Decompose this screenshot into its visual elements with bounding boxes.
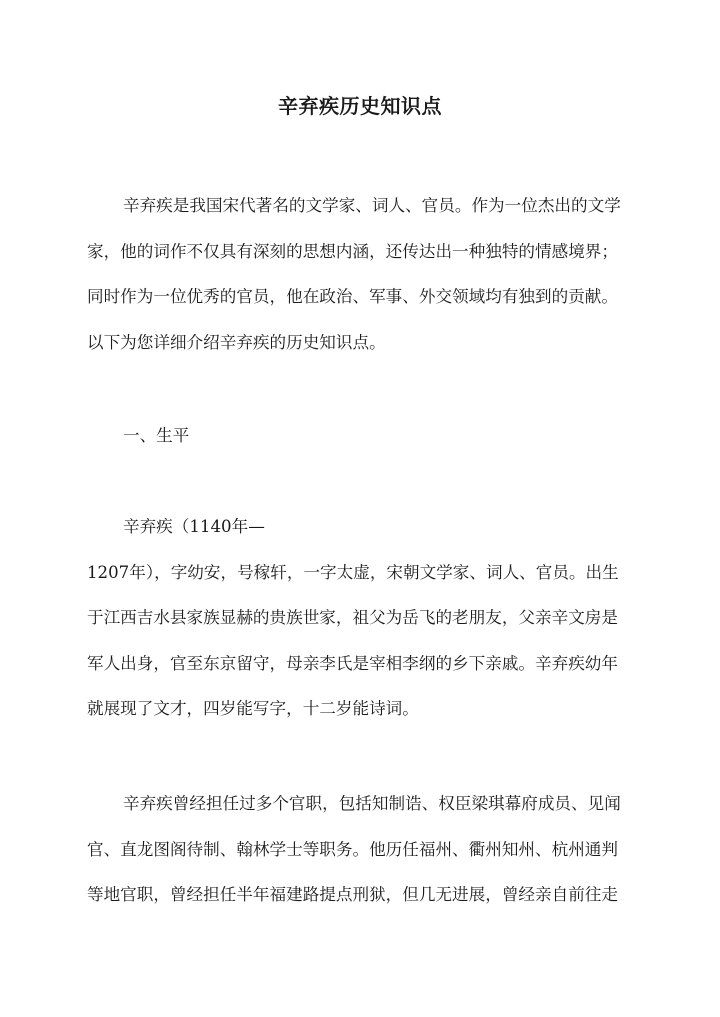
career-line: 等地官职，曾经担任半年福建路提点刑狱，但几无进展，曾经亲自前往走	[87, 885, 618, 904]
document-title: 辛弃疾历史知识点	[278, 94, 442, 118]
career-paragraph	[87, 781, 633, 918]
intro-line: 同时作为一位优秀的官员，他在政治、军事、外交领域均有独到的贡献。	[87, 287, 618, 306]
biography-line: 于江西吉水县家族显赫的贵族世家，祖父为岳飞的老朋友，父亲辛文房是	[87, 608, 618, 627]
biography-line: 1207年），字幼安，号稼轩，一字太虚，宋朝文学家、词人、官员。出生	[87, 562, 619, 582]
biography-line: 辛弃疾（1140年—	[123, 517, 265, 536]
section-heading-text: 一、生平	[123, 426, 190, 445]
intro-paragraph	[87, 183, 633, 365]
intro-line: 以下为您详细介绍辛弃疾的历史知识点。	[87, 332, 386, 352]
biography-line: 军人出身，官至东京留守，母亲李氏是宰相李纲的乡下亲戚。辛弃疾幼年	[87, 653, 618, 673]
intro-line: 家，他的词作不仅具有深刻的思想内涵，还传达出一种独特的情感境界；	[87, 241, 618, 261]
biography-line: 就展现了文才，四岁能写字，十二岁能诗词。	[87, 699, 419, 718]
biography-paragraph	[87, 504, 633, 732]
section-heading-biography	[87, 413, 633, 459]
career-line: 辛弃疾曾经担任过多个官职，包括知制诰、权臣梁琪幕府成员、见闻	[123, 794, 621, 813]
intro-line: 辛弃疾是我国宋代著名的文学家、词人、官员。作为一位杰出的文学	[123, 196, 621, 215]
career-line: 官、直龙图阁待制、翰林学士等职务。他历任福州、衢州知州、杭州通判	[87, 839, 618, 859]
